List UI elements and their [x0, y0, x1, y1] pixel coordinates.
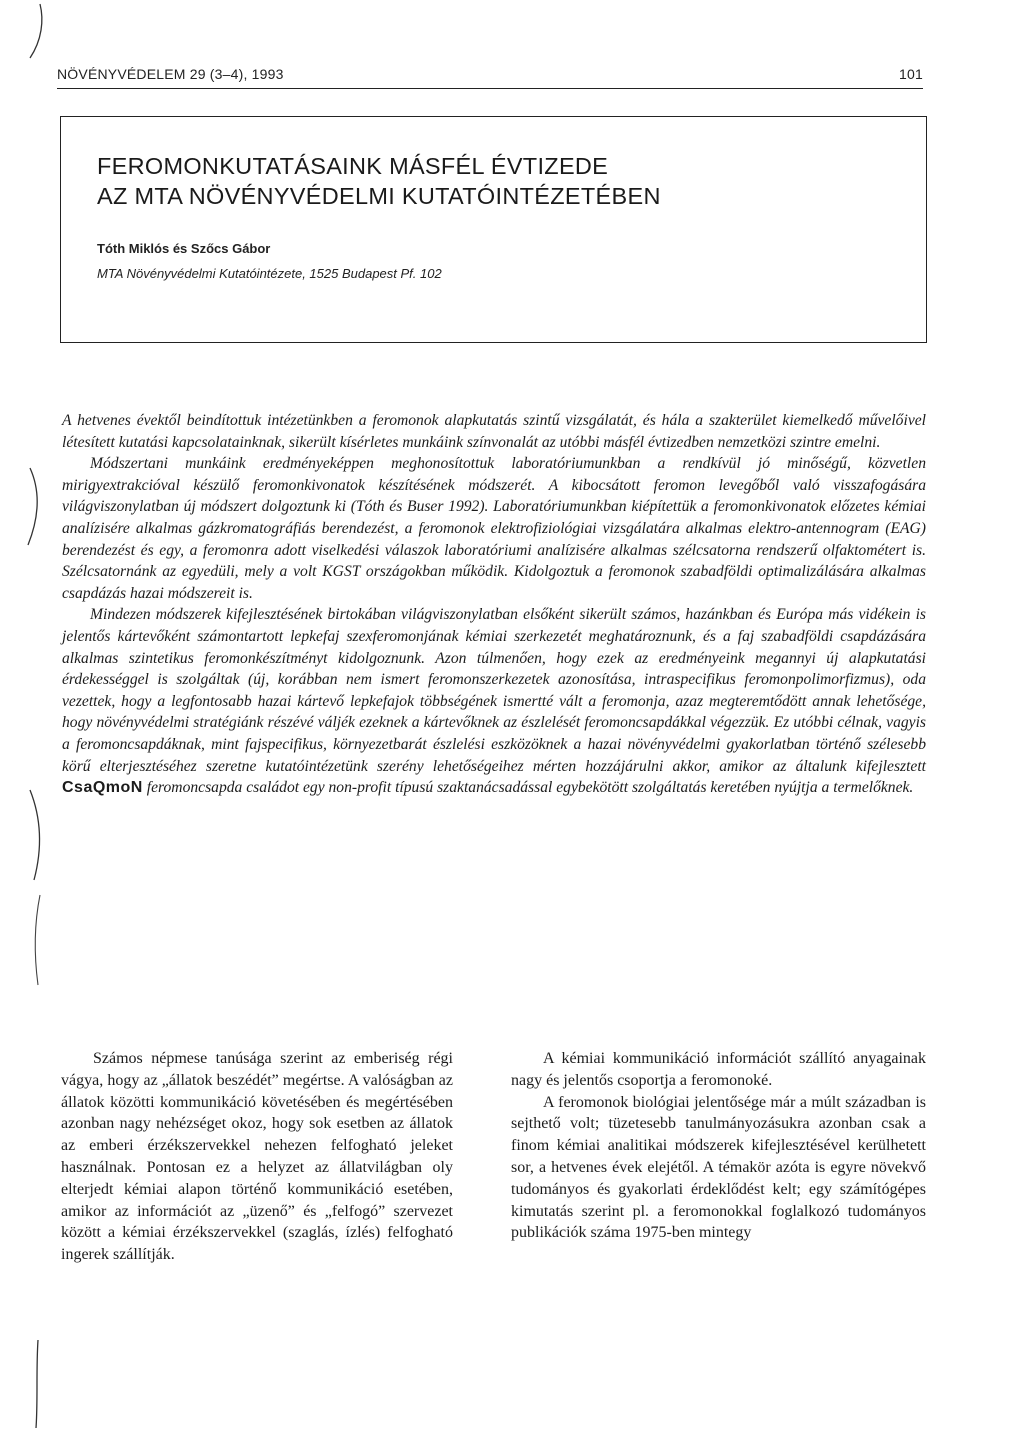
- scan-mark-bottom: [36, 1340, 38, 1428]
- title-box: [60, 116, 927, 343]
- article-authors: Tóth Miklós és Szőcs Gábor: [97, 241, 271, 256]
- abstract-paragraph-3-text: Mindezen módszerek kifejlesztésének birtokában világviszonylatban elsőként sikerült számos, hazánkban és Európa más vidékein is jelentős kártevőként számontartott lepkefaj szexferomonjának kémiai szerkezetét meghatároznunk, és a faj szabadföldi csapdázására alkalmas szintetikus feromonkészítményt kidolgoznunk. Azon túlmenően, hogy ezek az eredményeink megannyi új alapkutatási érdekességgel is szolgáltak (új, korábban nem ismert feromonszerkezetek azonosítása, intraspecifikus feromonpolimorfizmus), oda vezettek, hogy a legfontosabb hazai kártevő lepkefajok többségének ismertté vált a feromonja, azaz megteremtődött annak lehetősége, hogy növényvédelmi stratégiánk részévé váljék ezeknek a kártevőknek az észlelését feromoncsapdákkal végezzük. Ez utóbbi célnak, vagyis a feromoncsapdáknak, mint fajspecifikus, környezetbarát észlelési eszközöknek a hazai növényvédelmi gyakorlatban történő szélesebb körű elterjesztéséhez szeretne kutatóintézetünk szerény lehetőségeihez mérten hozzájárulni akkor, amikor az általunk kifejlesztett: [62, 606, 926, 775]
- header-rule: [57, 88, 923, 89]
- author-affiliation: MTA Növényvédelmi Kutatóintézete, 1525 Budapest Pf. 102: [97, 266, 442, 281]
- article-title-line-2: AZ MTA NÖVÉNYVÉDELMI KUTATÓINTÉZETÉBEN: [97, 183, 661, 209]
- abstract-paragraph-3: [62, 604, 926, 798]
- csalomon-brand-logo: CsaQmoN: [62, 779, 143, 797]
- body-paragraph-right-1: A kémiai kommunikáció információt szállító anyagainak nagy és jelentős csoportja a feromonoké.: [511, 1050, 926, 1089]
- page-number: 101: [899, 66, 923, 82]
- body-column-right: [511, 1048, 926, 1244]
- body-paragraph-left-1: Számos népmese tanúsága szerint az emberiség régi vágya, hogy az „állatok beszédét” megértse. A valóságban az állatok közötti kommunikáció követésében és megértésében azonban nagy nehézséget okoz, hogy sok esetben az állatok az emberi érzékszervekkel nehezen felfogható jeleket használnak. Pontosan ez a helyzet az állatvilágban oly elterjedt kémiai alapon történő kommunikáció esetében, amikor az információt az „üzenő” és „felfogó” szervezet között a kémiai érzékszervekkel (szaglás, ízlés) felfogható ingerek szállítják.: [61, 1050, 453, 1264]
- article-title-line-1: FEROMONKUTATÁSAINK MÁSFÉL ÉVTIZEDE: [97, 153, 609, 179]
- scan-mark-top: [30, 4, 42, 58]
- abstract: [62, 410, 926, 799]
- scan-mark-lower: [35, 895, 40, 985]
- journal-citation: NÖVÉNYVÉDELEM 29 (3–4), 1993: [57, 66, 284, 82]
- scan-mark-upper: [28, 468, 37, 545]
- scan-mark-middle: [30, 790, 40, 880]
- article-title: [97, 151, 897, 211]
- body-column-left: [61, 1048, 453, 1266]
- abstract-paragraph-3-end: feromoncsapda családot egy non-profit típusú szaktanácsadással egybekötött szolgáltatás keretében nyújtja a termelőknek.: [146, 779, 914, 797]
- abstract-paragraph-2: Módszertani munkáink eredményeképpen meghonosítottuk laboratóriumunkban a rendkívül jó minőségű, közvetlen mirigyextrakcióval készülő feromonkivonatok készítésének módszerét. A kibocsátott feromon levegőből való visszafogására világviszonylatban új módszert dolgoztunk ki (Tóth és Buser 1992). Laboratóriumunkban kiépítettük a feromonkivonatok előzetes kémiai analízisére alkalmas gázkromatográfiás berendezést, a feromonok elektrofiziológiai vizsgálatára alkalmas elektro-antennogram (EAG) berendezést és egy, a feromonra adott viselkedési válaszok laboratóriumi analízisére alkalmas szélcsatorna rendszerű olfaktométert is. Szélcsatornánk az egyedüli, mely a volt KGST országokban működik. Kidolgoztuk a feromonok szabadföldi optimalizálására alkalmas csapdázás hazai módszereit is.: [62, 455, 926, 602]
- body-paragraph-right-2: A feromonok biológiai jelentősége már a múlt században is sejthető volt; tüzetesebb tanulmányozásukra azonban csak a finom kémiai analitikai módszerek kifejlesztésével kerülhetett sor, a hetvenes évek elejétől. A témakör azóta is egyre növekvő tudományos és gyakorlati érdeklődést kelt; egy számítógépes kimutatás szerint pl. a feromonokkal foglalkozó tudományos publikációk száma 1975-ben mintegy: [511, 1093, 926, 1242]
- abstract-paragraph-1: A hetvenes évektől beindítottuk intézetünkben a feromonok alapkutatás szintű vizsgálatát, és hála a szakterület kiemelkedő művelőivel létesített kutatási kapcsolatainknak, sikerült kísérletes munkáink színvonalát az utóbbi másfél évtizedben nemzetközi szintre emelni.: [62, 412, 926, 451]
- running-header: [57, 64, 923, 86]
